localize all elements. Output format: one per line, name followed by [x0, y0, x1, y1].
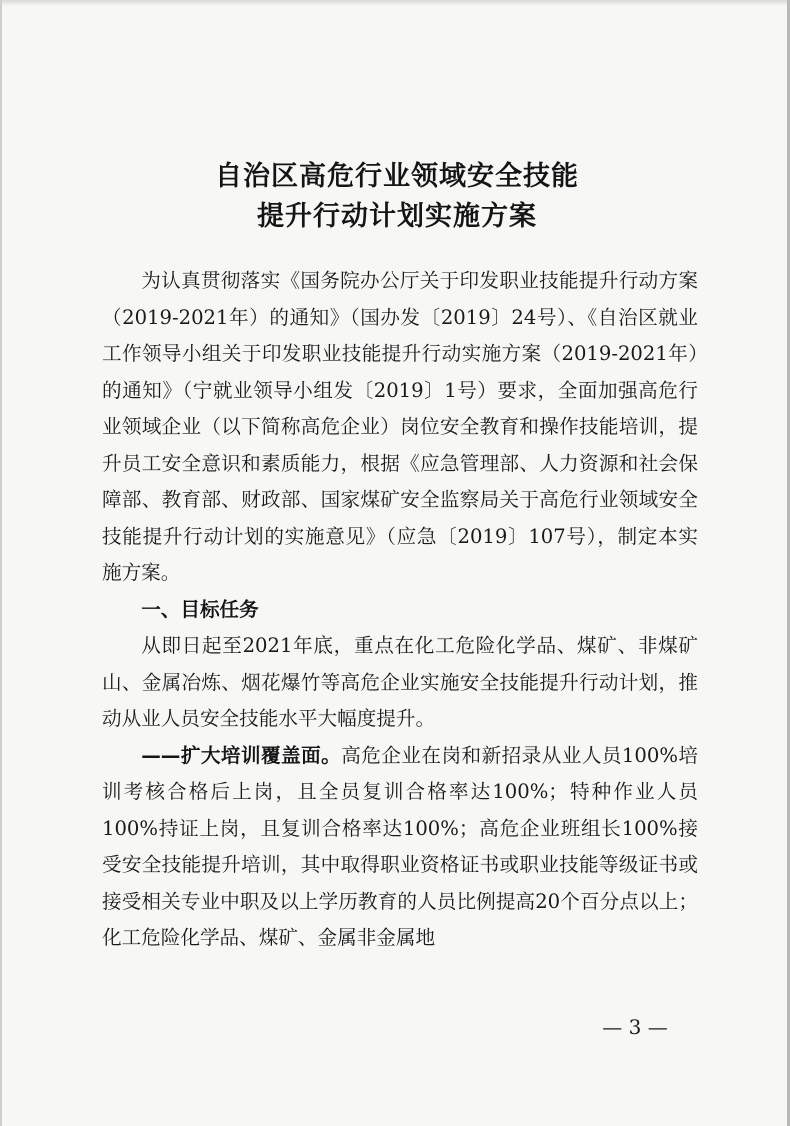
document-title-line1: 自治区高危行业领域安全技能: [215, 161, 579, 192]
section1-paragraph: 从即日起至2021年底，重点在化工危险化学品、煤矿、非煤矿山、金属冶炼、烟花爆竹等高危企业实施安全技能提升行动计划，推动从业人员安全技能水平大幅度提升。: [102, 634, 698, 730]
document-title-line2: 提升行动计划实施方案: [257, 201, 537, 232]
document-body: [102, 263, 698, 957]
intro-paragraph: 为认真贯彻落实《国务院办公厅关于印发职业技能提升行动方案（2019-2021年）的通知》（国办发〔2019〕24号）、《自治区就业工作领导小组关于印发职业技能提升行动实施方案（2019-2021年）的通知》（宁就业领导小组发〔2019〕1号）要求，全面加强高危行业领域企业（以下简称高危企业）岗位安全教育和操作技能培训，提升员工安全意识和素质能力，根据《应急管理部、人力资源和社会保障部、教育部、财政部、国家煤矿安全监察局关于高危行业领域安全技能提升行动计划的实施意见》（应急〔2019〕107号），制定本实施方案。: [102, 269, 698, 584]
item1-text: 高危企业在岗和新招录从业人员100%培训考核合格后上岗，且全员复训合格率达100%；特种作业人员100%持证上岗，且复训合格率达100%；高危企业班组长100%接受安全技能提升培训，其中取得职业资格证书或职业技能等级证书或接受相关专业中职及以上学历教育的人员比例提高20个百分点以上；化工危险化学品、煤矿、金属非金属地: [102, 743, 698, 949]
page-number: — 3 —: [602, 1015, 668, 1039]
item1-lead: ——扩大培训覆盖面。: [141, 743, 342, 767]
section1-heading: 一、目标任务: [141, 597, 259, 621]
page-top-edge: [2, 0, 790, 6]
item1-paragraph: [102, 738, 698, 957]
